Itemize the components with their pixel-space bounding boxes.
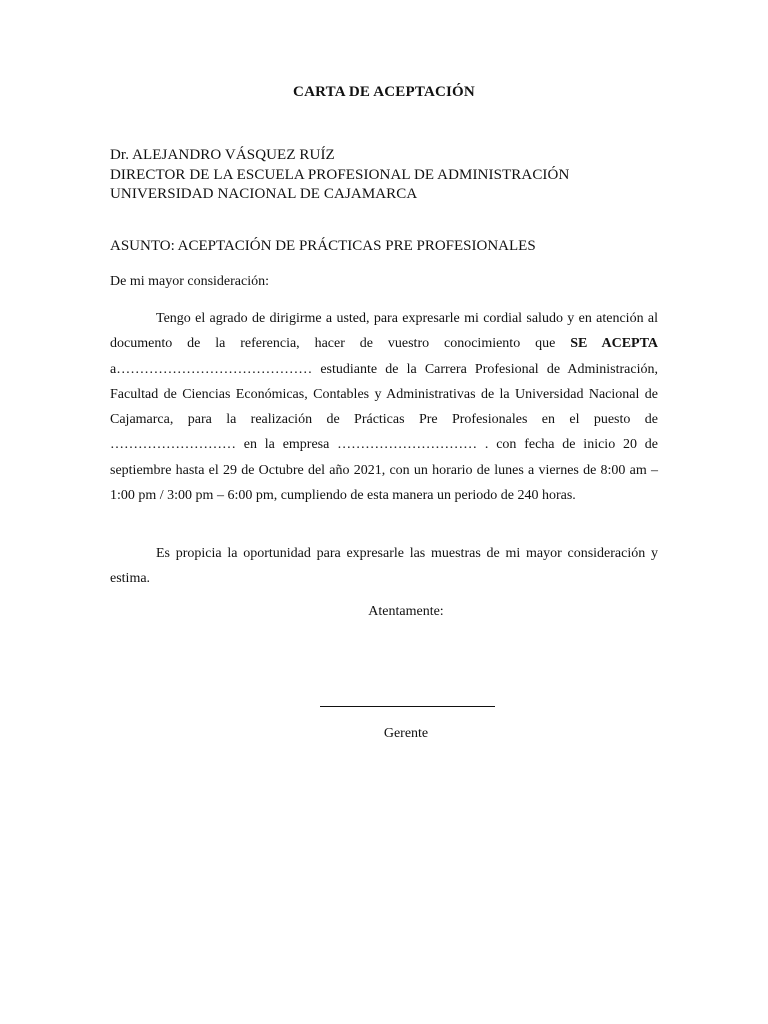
paragraph-1-text-start: Tengo el agrado de dirigirme a usted, para expresarle mi cordial saludo y en atención al documento de la referencia, hacer de vuestro conocimiento que	[110, 311, 658, 352]
subject-line: ASUNTO: ACEPTACIÓN DE PRÁCTICAS PRE PROFESIONALES	[110, 238, 536, 254]
signature-role: Gerente	[383, 726, 429, 741]
recipient-position: DIRECTOR DE LA ESCUELA PROFESIONAL DE ADMINISTRACIÓN	[110, 166, 570, 183]
acceptance-emphasis: SE ACEPTA	[570, 336, 658, 352]
closing-salutation: Atentamente:	[368, 604, 444, 619]
letter-title: CARTA DE ACEPTACIÓN	[293, 84, 475, 100]
recipient-block	[110, 146, 569, 205]
paragraph-1-text-end: a…………………………………… estudiante de la Carrera Profesional de Administración, Facultad de Ciencias Económicas, Contables y Administrativas de la Universidad Nacional de Cajamarca, para la realización de Prácticas Pre Profesionales en el puesto de ……………………… en la empresa ………………………… . con fecha de inicio 20 de septiembre hasta el 29 de Octubre del año 2021, con un horario de lunes a viernes de 8:00 am – 1:00 pm / 3:00 pm – 6:00 pm, cumpliendo de esta manera un periodo de 240 horas.	[110, 361, 658, 504]
recipient-institution: UNIVERSIDAD NACIONAL DE CAJAMARCA	[110, 186, 418, 202]
body-paragraph-1	[110, 306, 658, 508]
recipient-name: Dr. ALEJANDRO VÁSQUEZ RUÍZ	[110, 147, 335, 163]
body-paragraph-2: Es propicia la oportunidad para expresarle las muestras de mi mayor consideración y estima.	[110, 546, 658, 587]
greeting: De mi mayor consideración:	[110, 274, 270, 289]
signature-line	[320, 706, 495, 707]
